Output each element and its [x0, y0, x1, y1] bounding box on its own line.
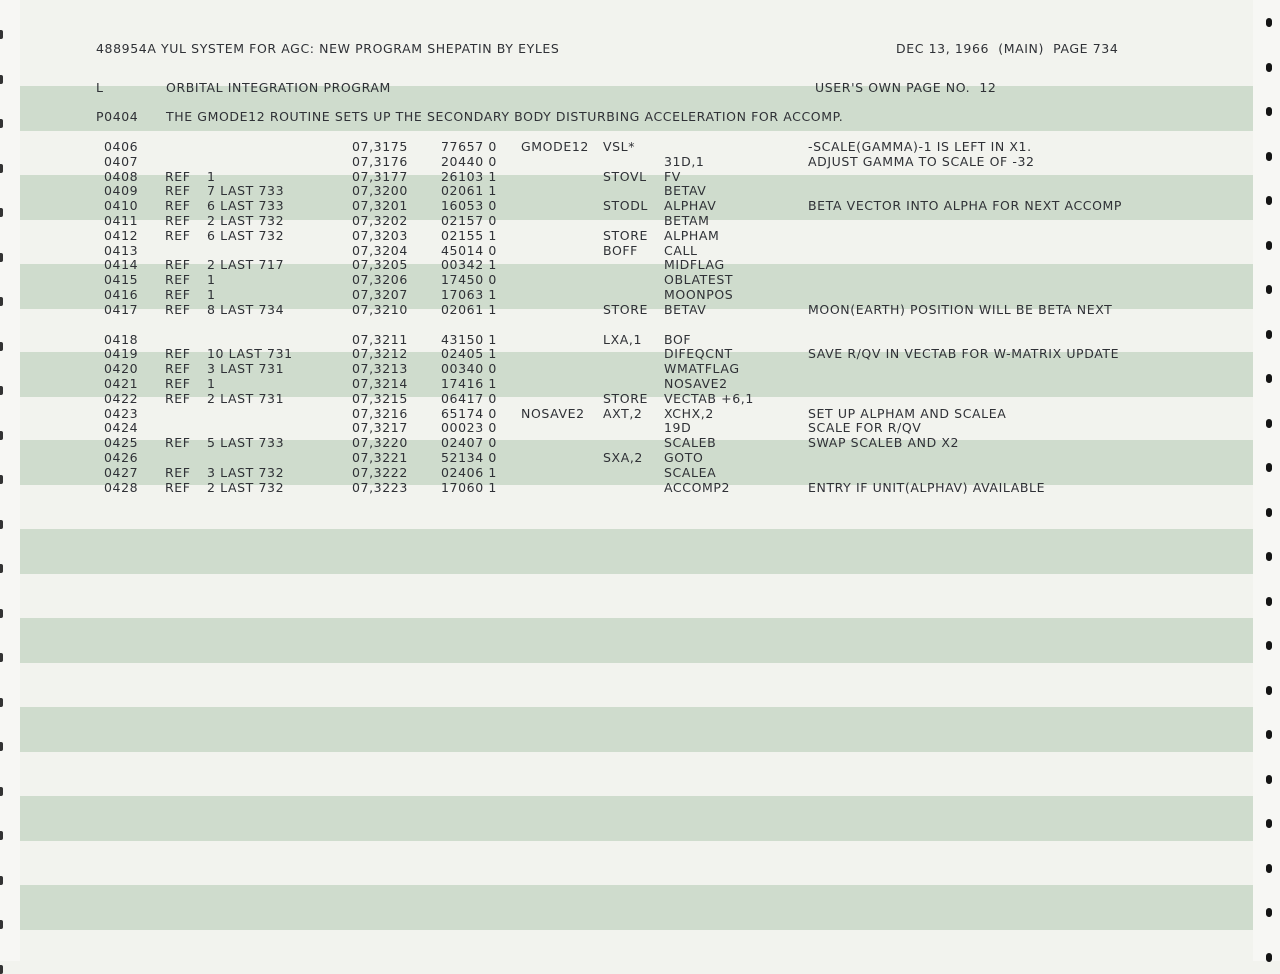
listing-row: [0, 450, 1253, 465]
tractor-hole: [1266, 508, 1272, 517]
line-number: 0407: [104, 153, 139, 169]
ref-label: REF: [165, 198, 191, 214]
operand: BOF: [664, 331, 692, 347]
address: 07,3222: [352, 464, 408, 480]
address: 07,3177: [352, 168, 408, 184]
subheader-marker: L: [96, 80, 104, 95]
listing-row: [0, 272, 1253, 287]
address: 07,3212: [352, 346, 408, 362]
octal-code: 00023 0: [441, 420, 497, 436]
users-page-number: USER'S OWN PAGE NO. 12: [815, 80, 997, 95]
ref-location: 1: [207, 168, 216, 184]
operand: ALPHAV: [664, 198, 717, 214]
address: 07,3203: [352, 227, 408, 243]
line-number: 0411: [104, 213, 139, 228]
tractor-hole: [1266, 908, 1272, 917]
ref-label: REF: [165, 287, 191, 302]
operand: OBLATEST: [664, 272, 734, 288]
address: 07,3217: [352, 420, 408, 436]
tractor-hole: [1266, 18, 1272, 27]
operand: XCHX,2: [664, 405, 714, 421]
ref-label: REF: [165, 346, 191, 362]
octal-code: 02406 1: [441, 464, 497, 480]
line-number: 0424: [104, 420, 139, 436]
tractor-hole: [0, 609, 3, 618]
ref-location: 2 LAST 731: [207, 390, 285, 406]
tractor-hole: [0, 653, 3, 662]
address: 07,3176: [352, 153, 408, 169]
line-number: 0414: [104, 257, 139, 273]
address: 07,3223: [352, 479, 408, 495]
ref-location: 1: [207, 376, 216, 391]
operand: ACCOMP2: [664, 479, 731, 495]
ref-location: 3 LAST 731: [207, 361, 285, 377]
tractor-hole: [0, 742, 3, 751]
line-number: 0423: [104, 405, 139, 421]
operand: BETAV: [664, 183, 707, 199]
tractor-hole: [1266, 819, 1272, 828]
octal-code: 43150 1: [441, 331, 497, 347]
ref-label: REF: [165, 257, 191, 273]
ref-label: REF: [165, 435, 191, 451]
ref-location: 6 LAST 733: [207, 198, 285, 214]
ref-label: REF: [165, 464, 191, 480]
tractor-hole: [0, 876, 3, 885]
comment: SWAP SCALEB AND X2: [808, 435, 960, 451]
line-number: 0416: [104, 287, 139, 302]
octal-code: 17416 1: [441, 376, 497, 391]
octal-code: 02157 0: [441, 213, 497, 228]
tractor-hole: [0, 119, 3, 128]
tractor-hole: [1266, 63, 1272, 72]
octal-code: 20440 0: [441, 153, 497, 169]
greenbar-band: [20, 707, 1253, 752]
ref-label: REF: [165, 168, 191, 184]
program-title: ORBITAL INTEGRATION PROGRAM: [166, 80, 391, 95]
ref-label: REF: [165, 227, 191, 243]
line-number: 0425: [104, 435, 139, 451]
octal-code: 02407 0: [441, 435, 497, 451]
operand: FV: [664, 168, 681, 184]
tractor-hole: [1266, 641, 1272, 650]
operand: CALL: [664, 242, 698, 258]
line-number: 0417: [104, 301, 139, 317]
listing-row: [0, 361, 1253, 376]
ref-label: REF: [165, 390, 191, 406]
opcode: LXA,1: [603, 331, 643, 347]
operand: MOONPOS: [664, 287, 734, 302]
address: 07,3205: [352, 257, 408, 273]
octal-code: 16053 0: [441, 198, 497, 214]
address: 07,3211: [352, 331, 408, 347]
operand: SCALEA: [664, 464, 717, 480]
comment: SET UP ALPHAM AND SCALEA: [808, 405, 1007, 421]
octal-code: 65174 0: [441, 405, 497, 421]
listing-row: [0, 287, 1253, 302]
tractor-hole: [1266, 419, 1272, 428]
octal-code: 17450 0: [441, 272, 497, 288]
octal-code: 02061 1: [441, 301, 497, 317]
ref-location: 2 LAST 717: [207, 257, 285, 273]
operand: NOSAVE2: [664, 376, 728, 391]
symbol-label: GMODE12: [521, 139, 589, 154]
opcode: AXT,2: [603, 405, 643, 421]
tractor-hole: [1266, 597, 1272, 606]
octal-code: 52134 0: [441, 450, 497, 465]
description-id: P0404: [96, 109, 139, 124]
tractor-hole: [1266, 285, 1272, 294]
listing-row: [0, 139, 1253, 154]
ref-label: REF: [165, 301, 191, 317]
comment: ADJUST GAMMA TO SCALE OF -32: [808, 153, 1035, 169]
opcode: VSL*: [603, 139, 636, 154]
listing-row: [0, 169, 1253, 184]
header-title: 488954A YUL SYSTEM FOR AGC: NEW PROGRAM SHEPATIN BY EYLES: [96, 41, 560, 56]
tractor-hole: [0, 920, 3, 929]
listing-row: [0, 198, 1253, 213]
line-number: 0426: [104, 450, 139, 465]
ref-location: 1: [207, 272, 216, 288]
operand: ALPHAM: [664, 227, 720, 243]
line-number: 0408: [104, 168, 139, 184]
ref-location: 6 LAST 732: [207, 227, 285, 243]
octal-code: 17063 1: [441, 287, 497, 302]
line-number: 0418: [104, 331, 139, 347]
listing-row: [0, 465, 1253, 480]
opcode: STODL: [603, 198, 648, 214]
greenbar-band: [20, 529, 1253, 574]
tractor-hole: [1266, 864, 1272, 873]
tractor-hole: [1266, 152, 1272, 161]
tractor-hole: [1266, 196, 1272, 205]
comment: -SCALE(GAMMA)-1 IS LEFT IN X1.: [808, 139, 1032, 154]
ref-location: 3 LAST 732: [207, 464, 285, 480]
operand: SCALEB: [664, 435, 717, 451]
line-number: 0422: [104, 390, 139, 406]
tractor-hole: [0, 831, 3, 840]
right-tractor-strip: [1253, 0, 1280, 961]
address: 07,3216: [352, 405, 408, 421]
octal-code: 00342 1: [441, 257, 497, 273]
octal-code: 00340 0: [441, 361, 497, 377]
address: 07,3214: [352, 376, 408, 391]
tractor-hole: [0, 75, 3, 84]
operand: BETAM: [664, 213, 710, 228]
line-number: 0406: [104, 139, 139, 154]
comment: BETA VECTOR INTO ALPHA FOR NEXT ACCOMP: [808, 198, 1123, 214]
address: 07,3200: [352, 183, 408, 199]
greenbar-band: [20, 618, 1253, 663]
operand: 19D: [664, 420, 692, 436]
operand: VECTAB +6,1: [664, 390, 754, 406]
operand: DIFEQCNT: [664, 346, 733, 362]
octal-code: 45014 0: [441, 242, 497, 258]
listing-row: [0, 213, 1253, 228]
octal-code: 17060 1: [441, 479, 497, 495]
ref-location: 8 LAST 734: [207, 301, 285, 317]
address: 07,3206: [352, 272, 408, 288]
address: 07,3215: [352, 390, 408, 406]
listing-row: [0, 154, 1253, 169]
tractor-hole: [1266, 107, 1272, 116]
listing-row: [0, 183, 1253, 198]
address: 07,3210: [352, 301, 408, 317]
address: 07,3204: [352, 242, 408, 258]
tractor-hole: [1266, 686, 1272, 695]
listing-row: [0, 302, 1253, 317]
line-number: 0421: [104, 376, 139, 391]
tractor-hole: [1266, 330, 1272, 339]
comment: MOON(EARTH) POSITION WILL BE BETA NEXT: [808, 301, 1113, 317]
ref-location: 2 LAST 732: [207, 479, 285, 495]
tractor-hole: [0, 564, 3, 573]
listing-row: [0, 257, 1253, 272]
operand: 31D,1: [664, 153, 705, 169]
address: 07,3221: [352, 450, 408, 465]
comment: SAVE R/QV IN VECTAB FOR W-MATRIX UPDATE: [808, 346, 1120, 362]
opcode: STORE: [603, 301, 648, 317]
header-date-page: DEC 13, 1966 (MAIN) PAGE 734: [896, 41, 1119, 56]
ref-label: REF: [165, 272, 191, 288]
listing-row: [0, 406, 1253, 421]
comment: SCALE FOR R/QV: [808, 420, 922, 436]
tractor-hole: [1266, 374, 1272, 383]
listing-row: [0, 332, 1253, 347]
listing-row: [0, 228, 1253, 243]
ref-label: REF: [165, 183, 191, 199]
operand: GOTO: [664, 450, 704, 465]
listing-row: [0, 420, 1253, 435]
comment: ENTRY IF UNIT(ALPHAV) AVAILABLE: [808, 479, 1046, 495]
opcode: STORE: [603, 390, 648, 406]
line-number: 0420: [104, 361, 139, 377]
tractor-hole: [0, 520, 3, 529]
address: 07,3202: [352, 213, 408, 228]
ref-label: REF: [165, 361, 191, 377]
listing-row: [0, 376, 1253, 391]
tractor-hole: [1266, 730, 1272, 739]
ref-location: 7 LAST 733: [207, 183, 285, 199]
ref-label: REF: [165, 479, 191, 495]
line-number: 0409: [104, 183, 139, 199]
line-number: 0413: [104, 242, 139, 258]
tractor-hole: [1266, 241, 1272, 250]
ref-location: 1: [207, 287, 216, 302]
tractor-hole: [0, 698, 3, 707]
tractor-hole: [0, 787, 3, 796]
tractor-hole: [1266, 552, 1272, 561]
line-number: 0427: [104, 464, 139, 480]
listing-row: [0, 391, 1253, 406]
ref-label: REF: [165, 376, 191, 391]
octal-code: 02155 1: [441, 227, 497, 243]
tractor-hole: [1266, 463, 1272, 472]
tractor-hole: [1266, 775, 1272, 784]
ref-location: 2 LAST 732: [207, 213, 285, 228]
operand: BETAV: [664, 301, 707, 317]
opcode: SXA,2: [603, 450, 643, 465]
ref-label: REF: [165, 213, 191, 228]
description-text: THE GMODE12 ROUTINE SETS UP THE SECONDARY BODY DISTURBING ACCELERATION FOR ACCOMP.: [166, 109, 844, 124]
octal-code: 02061 1: [441, 183, 497, 199]
line-number: 0412: [104, 227, 139, 243]
listing-row: [0, 435, 1253, 450]
octal-code: 26103 1: [441, 168, 497, 184]
listing-row: [0, 243, 1253, 258]
operand: MIDFLAG: [664, 257, 725, 273]
line-number: 0428: [104, 479, 139, 495]
address: 07,3220: [352, 435, 408, 451]
octal-code: 77657 0: [441, 139, 497, 154]
tractor-hole: [0, 965, 3, 974]
line-number: 0410: [104, 198, 139, 214]
address: 07,3207: [352, 287, 408, 302]
ref-location: 10 LAST 731: [207, 346, 293, 362]
opcode: STOVL: [603, 168, 647, 184]
address: 07,3175: [352, 139, 408, 154]
line-number: 0415: [104, 272, 139, 288]
line-number: 0419: [104, 346, 139, 362]
greenbar-band: [20, 796, 1253, 841]
octal-code: 06417 0: [441, 390, 497, 406]
listing-row: [0, 346, 1253, 361]
operand: WMATFLAG: [664, 361, 740, 377]
greenbar-band: [20, 885, 1253, 930]
octal-code: 02405 1: [441, 346, 497, 362]
address: 07,3201: [352, 198, 408, 214]
address: 07,3213: [352, 361, 408, 377]
tractor-hole: [0, 30, 3, 39]
symbol-label: NOSAVE2: [521, 405, 585, 421]
opcode: BOFF: [603, 242, 638, 258]
ref-location: 5 LAST 733: [207, 435, 285, 451]
listing-row: [0, 480, 1253, 495]
opcode: STORE: [603, 227, 648, 243]
